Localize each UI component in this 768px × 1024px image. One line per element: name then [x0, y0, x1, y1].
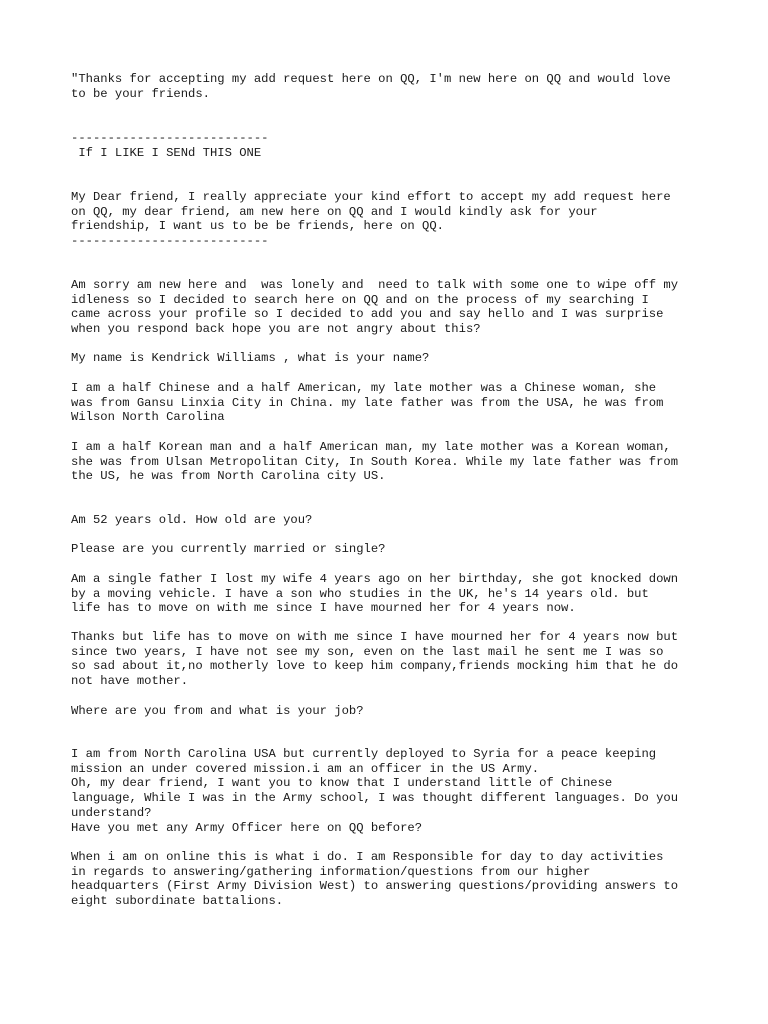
paragraph-name: My name is Kendrick Williams , what is your name?	[71, 351, 430, 365]
paragraph-half-korean: I am a half Korean man and a half American man, my late mother was a Korean woman, she was from Ulsan Metropolitan City, In South Korea. While my late father was from the US, he was from North Carolina city US.	[71, 440, 679, 484]
paragraph-sorry-new-here: Am sorry am new here and was lonely and need to talk with some one to wipe off my idleness so I decided to search here on QQ and on the process of my searching I came across your profile so I decided to add you and say hello and I was surprise when you respond back hope you are not angry about this?	[71, 278, 679, 337]
paragraph-separator-heading: --------------------------- If I LIKE I SENd THIS ONE	[71, 131, 269, 160]
paragraph-dear-friend: My Dear friend, I really appreciate your kind effort to accept my add request here on QQ, my dear friend, am new here on QQ and I would kindly ask for your friendship, I want us to be be friends, here on QQ. ---------------------------	[71, 190, 671, 249]
paragraph-thanks-request: "Thanks for accepting my add request here on QQ, I'm new here on QQ and would love to be your friends.	[71, 72, 671, 101]
paragraph-half-chinese: I am a half Chinese and a half American, my late mother was a Chinese woman, she was from Gansu Linxia City in China. my late father was from the USA, he was from Wilson North Carolina	[71, 381, 664, 425]
paragraph-duties: When i am on online this is what i do. I am Responsible for day to day activities in regards to answering/gathering information/questions from our higher headquarters (First Army Division West) to answering questions/providing answers to eight subordinate battalions.	[71, 850, 679, 909]
paragraph-marital-status: Please are you currently married or single?	[71, 542, 386, 556]
paragraph-son: Thanks but life has to move on with me since I have mourned her for 4 years now but since two years, I have not see my son, even on the last mail he sent me I was so so sad about it,no motherly love to keep him company,friends mocking him that he do not have mother.	[71, 630, 679, 689]
paragraph-single-father: Am a single father I lost my wife 4 years ago on her birthday, she got knocked down by a moving vehicle. I have a son who studies in the UK, he's 14 years old. but life has to move on with me since I have mourned her for 4 years now.	[71, 572, 679, 616]
paragraph-where-from: Where are you from and what is your job?	[71, 704, 364, 718]
paragraph-deployed: I am from North Carolina USA but currently deployed to Syria for a peace keeping mission an under covered mission.i am an officer in the US Army. Oh, my dear friend, I want you to know that I understand little of Chinese language, While I was in the Army school, I was thought different languages. Do you understand? Have you met any Army Officer here on QQ before?	[71, 747, 679, 835]
paragraph-age: Am 52 years old. How old are you?	[71, 513, 313, 527]
